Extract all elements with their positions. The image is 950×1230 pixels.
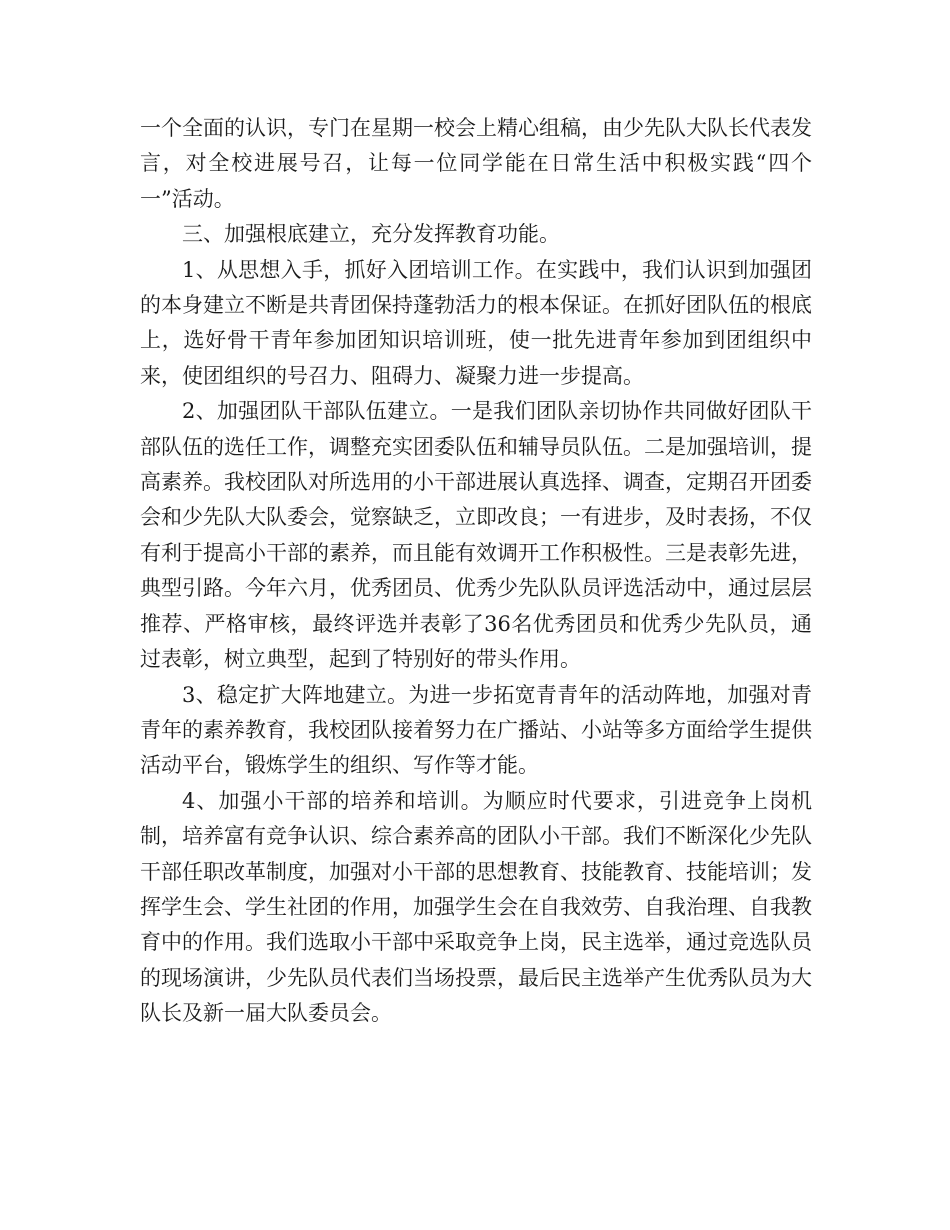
paragraph-item-2: 2、加强团队干部队伍建立。一是我们团队亲切协作共同做好团队干部队伍的选任工作，调整充实团委队伍和辅导员队伍。二是加强培训，提高素养。我校团队对所选用的小干部进展认真选择、调查，定期召开团委会和少先队大队委会，觉察缺乏，立即改良；一有进步，及时表扬，不仅有利于提高小干部的素养，而且能有效调开工作积极性。三是表彰先进，典型引路。今年六月，优秀团员、优秀少先队队员评选活动中，通过层层推荐、严格审核，最终评选并表彰了36名优秀团员和优秀少先队员，通过表彰，树立典型，起到了特别好的带头作用。	[140, 399, 812, 672]
paragraph-item-3: 3、稳定扩大阵地建立。为进一步拓宽青青年的活动阵地，加强对青青年的素养教育，我校团队接着努力在广播站、小站等多方面给学生提供活动平台，锻炼学生的组织、写作等才能。	[140, 682, 812, 778]
paragraph-item-1: 1、从思想入手，抓好入团培训工作。在实践中，我们认识到加强团的本身建立不断是共青团保持蓬勃活力的根本保证。在抓好团队伍的根底上，选好骨干青年参加团知识培训班，使一批先进青年参加到团组织中来，使团组织的号召力、阻碍力、凝聚力进一步提高。	[140, 257, 812, 388]
section-heading-three: 三、加强根底建立，充分发挥教育功能。	[182, 222, 560, 247]
paragraph-continuation: 一个全面的认识，专门在星期一校会上精心组稿，由少先队大队长代表发言，对全校进展号召，让每一位同学能在日常生活中积极实践“四个一”活动。	[140, 116, 812, 211]
paragraph-item-4: 4、加强小干部的培养和培训。为顺应时代要求，引进竞争上岗机制，培养富有竞争认识、综合素养高的团队小干部。我们不断深化少先队干部任职改革制度，加强对小干部的思想教育、技能教育、技能培训；发挥学生会、学生社团的作用，加强学生会在自我效劳、自我治理、自我教育中的作用。我们选取小干部中采取竞争上岗，民主选举，通过竞选队员的现场演讲，少先队员代表们当场投票，最后民主选举产生优秀队员为大队长及新一届大队委员会。	[140, 788, 812, 1026]
document-body	[140, 111, 812, 1032]
